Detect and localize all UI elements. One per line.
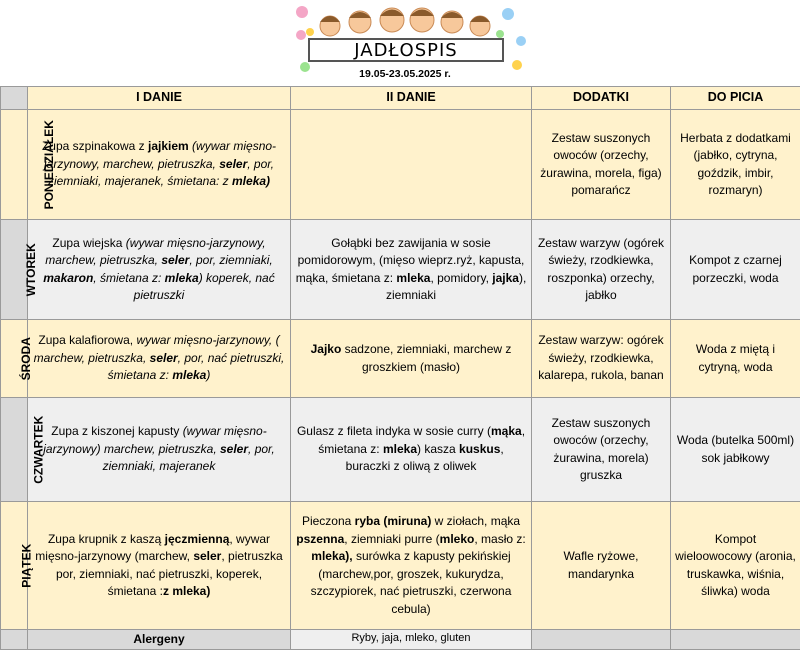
text-run: koperek, nać pietruszki xyxy=(133,270,275,302)
second-course-cell xyxy=(291,220,532,320)
text-run: jęczmienną xyxy=(164,531,230,546)
text-run: Zupa kalafiorowa, xyxy=(38,333,137,348)
text-run: , wywar mięsno-jarzynowy (marchew, xyxy=(35,531,271,563)
table-row xyxy=(1,502,800,630)
day-label: PONIEDZIAŁEK xyxy=(1,110,28,220)
text-run: , por, ziemniaki, majeranek, śmietana: z xyxy=(47,156,274,189)
allergens-label: Alergeny xyxy=(28,630,291,650)
menu-date-range: 19.05-23.05.2025 r. xyxy=(359,68,451,80)
text-run: Zupa z kiszonej kapusty xyxy=(51,424,183,439)
text-run: mleka), xyxy=(311,549,353,563)
text-run: mąka xyxy=(491,424,522,439)
drink-cell: Kompot z czarnej porzeczki, woda xyxy=(671,220,800,320)
text-run: Zupa krupnik z kaszą xyxy=(47,531,165,546)
text-run: Zupa wiejska xyxy=(52,235,126,250)
first-course-cell xyxy=(28,220,291,320)
second-course-cell xyxy=(291,398,532,502)
drink-cell: Woda z miętą i cytryną, woda xyxy=(671,320,800,398)
text-run: , ziemniaki purre ( xyxy=(344,531,440,546)
text-run: sadzone, ziemniaki, marchew z groszkiem (masło) xyxy=(341,342,512,374)
text-run: seler xyxy=(220,441,249,456)
second-course-cell xyxy=(291,320,532,398)
text-run: (wywar mięsno-jarzynowy, marchew, pietruszka, xyxy=(45,235,266,267)
text-run: jajka xyxy=(492,270,519,285)
confetti-dot xyxy=(512,60,522,70)
text-run: seler xyxy=(161,253,190,267)
table-header-row xyxy=(1,87,800,110)
first-course-cell xyxy=(28,110,291,220)
text-run: , pietruszka por, ziemniaki, nać pietruszki, koperek, śmietana : xyxy=(55,549,283,598)
column-header-drinks: DO PICIA xyxy=(671,87,800,110)
confetti-dot xyxy=(296,30,306,40)
allergens-row xyxy=(1,630,800,650)
text-run: , por, ziemniaki, xyxy=(189,253,273,267)
text-run: ) kasza xyxy=(417,441,460,456)
table-row xyxy=(1,398,800,502)
corner-cell xyxy=(1,87,28,110)
menu-header xyxy=(0,0,800,86)
drink-cell: Herbata z dodatkami (jabłko, cytryna, goździk, imbir, rozmaryn) xyxy=(671,110,800,220)
text-run: seler xyxy=(219,156,248,171)
day-label: ŚRODA xyxy=(1,320,28,398)
drink-cell: Kompot wieloowocowy (aronia, truskawka, wiśnia, śliwka) woda xyxy=(671,502,800,630)
text-run: surówka z kapusty pekińskiej (marchew,por, groszek, kukurydza, szczypiorek, nać pietruszki, czerwona cebula) xyxy=(310,549,512,616)
day-label: WTOREK xyxy=(1,220,28,320)
extras-cell: Zestaw suszonych owoców (orzechy, żurawina, morela) gruszka xyxy=(532,398,671,502)
text-run: Pieczona xyxy=(301,514,355,528)
first-course-cell xyxy=(28,398,291,502)
text-run: seler xyxy=(193,549,222,563)
text-run: mleka xyxy=(172,368,207,383)
table-row xyxy=(1,220,800,320)
text-run: Jajko xyxy=(310,342,342,356)
confetti-dot xyxy=(300,62,310,72)
text-run: mleka xyxy=(396,270,431,285)
allergens-corner xyxy=(1,630,28,650)
text-run: Zupa szpinakowa z xyxy=(41,139,148,154)
menu-title: JADŁOSPIS xyxy=(308,38,504,62)
extras-cell: Zestaw suszonych owoców (orzechy, żurawina, morela, figa) pomarańcz xyxy=(532,110,671,220)
text-run: mleko xyxy=(439,531,475,546)
allergens-value: Ryby, jaja, mleko, gluten xyxy=(291,630,532,650)
text-run: , śmietana z: xyxy=(93,270,165,285)
allergens-empty xyxy=(532,630,671,650)
table-row xyxy=(1,110,800,220)
second-course-cell xyxy=(291,110,532,220)
text-run: ryba (miruna) xyxy=(354,514,432,528)
extras-cell: Zestaw warzyw (ogórek świeży, rzodkiewka, roszponka) orzechy, jabłko xyxy=(532,220,671,320)
column-header-extras: DODATKI xyxy=(532,87,671,110)
text-run: ) xyxy=(198,270,203,285)
text-run: jajkiem xyxy=(148,139,189,154)
weekly-menu-table xyxy=(0,86,800,650)
text-run: mleka xyxy=(382,441,417,456)
day-label: CZWARTEK xyxy=(1,398,28,502)
drink-cell: Woda (butelka 500ml) sok jabłkowy xyxy=(671,398,800,502)
text-run: mleka) xyxy=(232,174,271,189)
text-run: kuskus xyxy=(459,441,501,456)
text-run: , śmietana z: xyxy=(318,424,526,456)
text-run: z mleka) xyxy=(163,584,211,598)
text-run: (wywar mięsno-jarzynowy, marchew, pietruszka, xyxy=(44,139,277,171)
text-run: seler xyxy=(149,350,178,365)
text-run: (wywar mięsno-jarzynowy) marchew, pietruszka, xyxy=(43,424,267,456)
text-run: , por, nać pietruszki, śmietana z: xyxy=(107,350,285,383)
extras-cell: Wafle ryżowe, mandarynka xyxy=(532,502,671,630)
allergens-empty xyxy=(671,630,800,650)
second-course-cell xyxy=(291,502,532,630)
text-run: w ziołach, mąka xyxy=(431,514,521,528)
text-run: makaron xyxy=(43,270,94,285)
text-run: Gołąbki bez zawijania w sosie pomidorowym, (mięso wieprz.ryż, kapusta, mąka, śmietana z: xyxy=(295,235,525,285)
first-course-cell xyxy=(28,502,291,630)
text-run: , buraczki z oliwą z oliwek xyxy=(345,441,504,474)
column-header-second-course: II DANIE xyxy=(291,87,532,110)
text-run: , pomidory, xyxy=(430,270,493,285)
text-run: wywar mięsno-jarzynowy, ( marchew, pietruszka, xyxy=(33,333,280,365)
extras-cell: Zestaw warzyw: ogórek świeży, rzodkiewka, kalarepa, rukola, banan xyxy=(532,320,671,398)
confetti-dot xyxy=(516,36,526,46)
text-run: mleka xyxy=(164,270,199,285)
text-run: ) xyxy=(206,368,211,383)
text-run: , por, ziemniaki, majeranek xyxy=(102,441,275,474)
text-run: pszenna xyxy=(296,531,345,546)
text-run: Gulasz z fileta indyka w sosie curry ( xyxy=(296,424,491,439)
table-row xyxy=(1,320,800,398)
column-header-first-course: I DANIE xyxy=(28,87,291,110)
day-label: PIĄTEK xyxy=(1,502,28,630)
first-course-cell xyxy=(28,320,291,398)
text-run: , masło z: xyxy=(474,531,526,546)
text-run: ), ziemniaki xyxy=(385,270,527,302)
